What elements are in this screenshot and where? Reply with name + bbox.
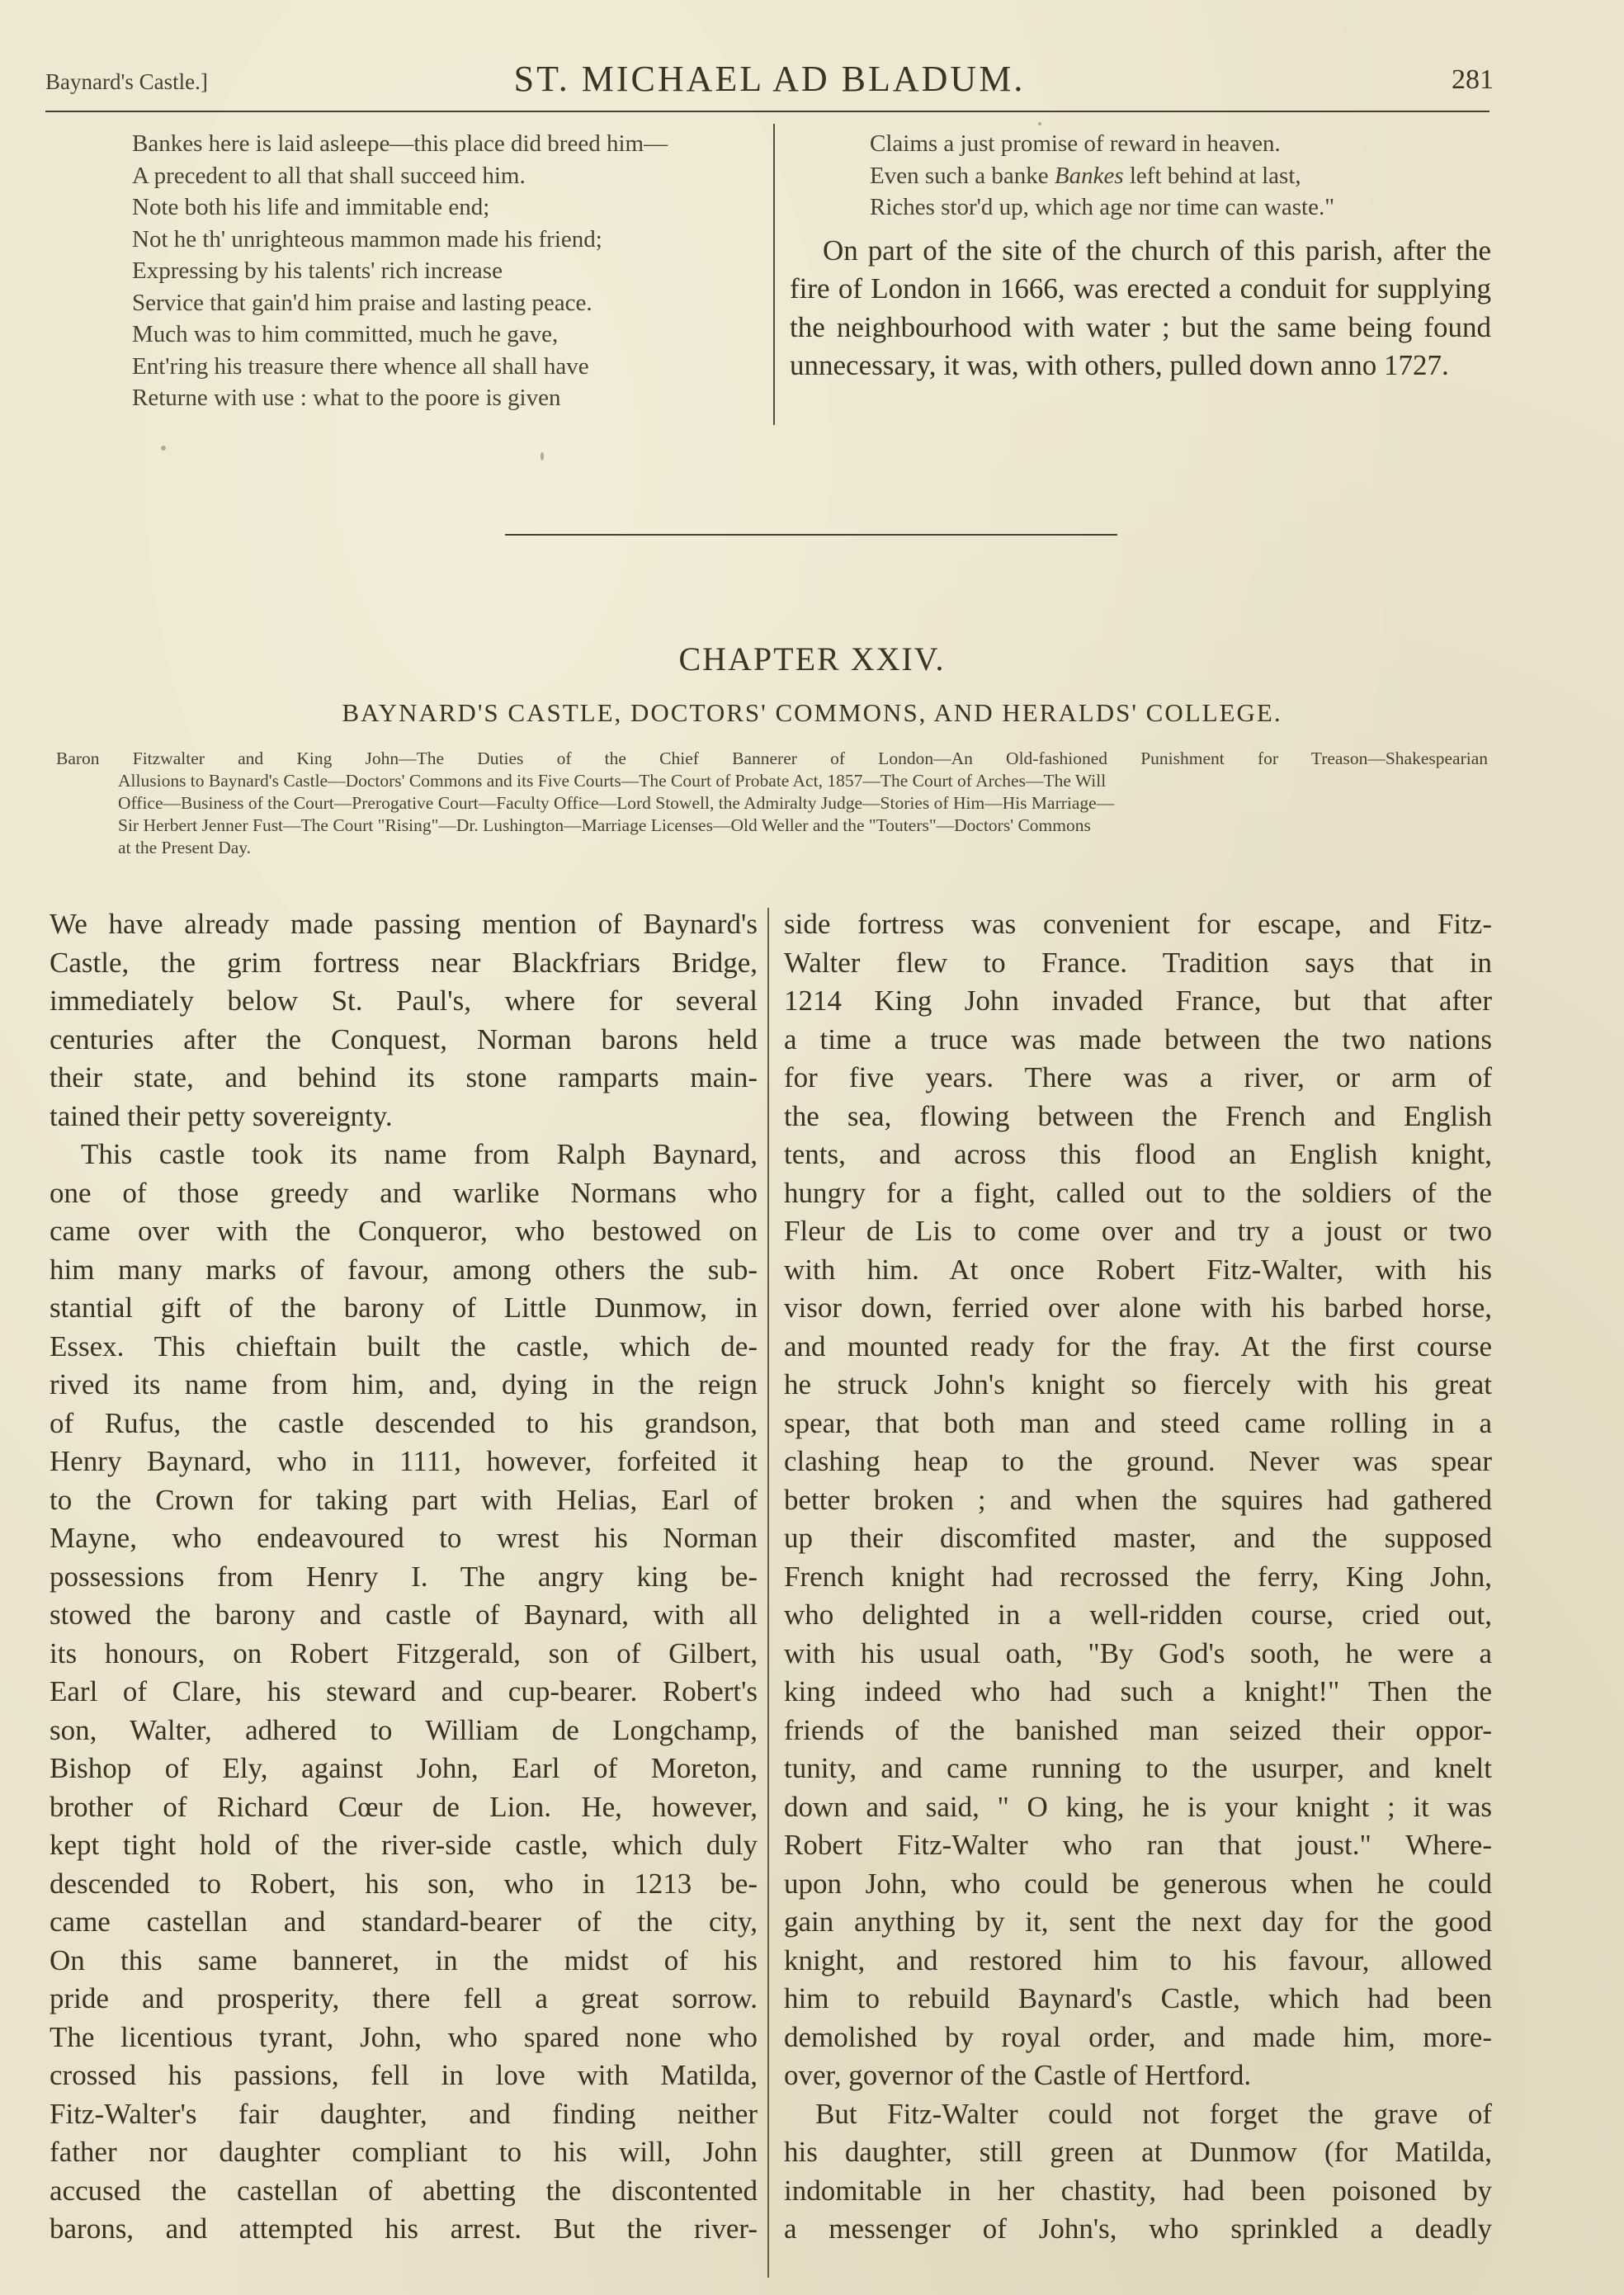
- verse-line: Note both his life and immitable end;: [132, 194, 490, 220]
- text-line: father nor daughter compliant to his will, John: [50, 2136, 758, 2168]
- text-line: stantial gift of the barony of Little Dunmow, in: [50, 1292, 758, 1324]
- text-line: tents, and across this flood an English knight,: [784, 1138, 1492, 1170]
- text-line: spear, that both man and steed came rolling in a: [784, 1406, 1492, 1439]
- paper-speck: [161, 446, 166, 451]
- text-line: Mayne, who endeavoured to wrest his Norman: [50, 1522, 758, 1554]
- text-line: barons, and attempted his arrest. But the river-: [50, 2212, 758, 2245]
- text-line: possessions from Henry I. The angry king be-: [50, 1560, 758, 1593]
- text-line: kept tight hold of the river-side castle, which duly: [50, 1829, 758, 1861]
- running-head-section: Baynard's Castle.]: [45, 69, 208, 94]
- text-line: one of those greedy and warlike Normans who: [50, 1176, 758, 1209]
- text-line: Robert Fitz-Walter who ran that joust." Where-: [784, 1829, 1492, 1861]
- text-line: Henry Baynard, who in 1111, however, forfeited it: [50, 1445, 758, 1477]
- text-line: Walter flew to France. Tradition says that in: [784, 946, 1492, 979]
- body-column-right: [784, 905, 1492, 2249]
- text-line: he struck John's knight so fiercely with his great: [784, 1368, 1492, 1400]
- text-line: crossed his passions, fell in love with Matilda,: [50, 2059, 758, 2091]
- text-line: Fitz-Walter's fair daughter, and finding neither: [50, 2097, 758, 2130]
- text-line: up their discomfited master, and the supposed: [784, 1522, 1492, 1554]
- text-line: pride and prosperity, there fell a great sorrow.: [50, 1982, 758, 2014]
- column-divider-top: [773, 124, 775, 425]
- top-right-column: [790, 128, 1491, 385]
- verse-line: Riches stor'd up, which age nor time can waste.": [870, 194, 1335, 220]
- chapter-summary: [56, 748, 1488, 859]
- text-line: 1214 King John invaded France, but that after: [784, 985, 1492, 1017]
- text-line: of Rufus, the castle descended to his grandson,: [50, 1406, 758, 1439]
- header-rule: [45, 111, 1489, 112]
- text-line: his daughter, still green at Dunmow (for Matilda,: [784, 2136, 1492, 2168]
- text-line: Essex. This chieftain built the castle, which de-: [50, 1329, 758, 1362]
- text-line: their state, and behind its stone ramparts main-: [50, 1061, 758, 1093]
- text-line: On this same banneret, in the midst of his: [50, 1943, 758, 1976]
- text-line: friends of the banished man seized their oppor-: [784, 1713, 1492, 1746]
- conduit-paragraph: On part of the site of the church of this parish, after the fire of London in 1666, was erected a conduit for supplying the neighbourhood with water ; but the same being found unnecessary, it was, with others, pulled down anno 1727.: [790, 234, 1491, 381]
- text-line: to the Crown for taking part with Helias, Earl of: [50, 1483, 758, 1516]
- summary-line: Sir Herbert Jenner Fust—The Court "Rising"—Dr. Lushington—Marriage Licenses—Old Weller and the "Touters"—Doctors' Commons: [118, 815, 1091, 835]
- text-line: the sea, flowing between the French and English: [784, 1099, 1492, 1132]
- verse-text: Even such a banke: [870, 162, 1055, 189]
- text-line: him many marks of favour, among others the sub-: [50, 1253, 758, 1286]
- text-line: Bishop of Ely, against John, Earl of Moreton,: [50, 1752, 758, 1784]
- summary-line: Allusions to Baynard's Castle—Doctors' Commons and its Five Courts—The Court of Probate Act, 1857—The Court of Arches—The Will: [118, 771, 1107, 791]
- epitaph-verse-left: [132, 128, 759, 414]
- text-line: rived its name from him, and, dying in the reign: [50, 1368, 758, 1400]
- verse-line: Service that gain'd him praise and lasting peace.: [132, 289, 592, 316]
- paper-speck: [541, 452, 544, 460]
- verse-italic-name: Bankes: [1054, 162, 1124, 189]
- text-line: We have already made passing mention of Baynard's: [50, 908, 758, 940]
- text-line: immediately below St. Paul's, where for several: [50, 985, 758, 1017]
- text-line: upon John, who could be generous when he could: [784, 1867, 1492, 1900]
- chapter-title: BAYNARD'S CASTLE, DOCTORS' COMMONS, AND HERALDS' COLLEGE.: [342, 698, 1282, 727]
- text-line: Earl of Clare, his steward and cup-bearer. Robert's: [50, 1675, 758, 1707]
- text-line: for five years. There was a river, or arm of: [784, 1061, 1492, 1093]
- text-line: The licentious tyrant, John, who spared none who: [50, 2020, 758, 2053]
- text-line: down and said, " O king, he is your knight ; it was: [784, 1790, 1492, 1823]
- text-line: French knight had recrossed the ferry, King John,: [784, 1560, 1492, 1593]
- text-line: with him. At once Robert Fitz-Walter, with his: [784, 1253, 1492, 1286]
- text-line: tained their petty sovereignty.: [50, 1099, 393, 1132]
- text-line: centuries after the Conquest, Norman barons held: [50, 1022, 758, 1055]
- text-line: But Fitz-Walter could not forget the grave of: [815, 2097, 1492, 2130]
- verse-line: A precedent to all that shall succeed him.: [132, 162, 526, 189]
- verse-line: Much was to him committed, much he gave,: [132, 321, 559, 347]
- text-line: who delighted in a well-ridden course, cried out,: [784, 1598, 1492, 1631]
- text-line: descended to Robert, his son, who in 1213 be-: [50, 1867, 758, 1900]
- text-line: with his usual oath, "By God's sooth, he were a: [784, 1636, 1492, 1669]
- running-head-title: ST. MICHAEL AD BLADUM.: [513, 59, 1026, 99]
- page-number: 281: [1452, 64, 1494, 95]
- text-line: gain anything by it, sent the next day for the good: [784, 1905, 1492, 1938]
- text-line: stowed the barony and castle of Baynard, with all: [50, 1598, 758, 1631]
- text-line: him to rebuild Baynard's Castle, which had been: [784, 1982, 1492, 2014]
- verse-line: Bankes here is laid asleepe—this place did breed him—: [132, 130, 668, 157]
- verse-line: Not he th' unrighteous mammon made his friend;: [132, 225, 602, 253]
- text-line: This castle took its name from Ralph Baynard,: [81, 1138, 758, 1170]
- section-divider-rule: [505, 534, 1117, 536]
- text-line: clashing heap to the ground. Never was spear: [784, 1445, 1492, 1477]
- epitaph-verse-right: [870, 128, 1491, 224]
- verse-text: left behind at last,: [1123, 162, 1301, 189]
- text-line: better broken ; and when the squires had gathered: [784, 1483, 1492, 1516]
- text-line: came castellan and standard-bearer of the city,: [50, 1905, 758, 1938]
- running-head: [45, 58, 1494, 107]
- paper-speck: [1038, 122, 1041, 125]
- text-line: Castle, the grim fortress near Blackfriars Bridge,: [50, 946, 758, 979]
- verse-line: Ent'ring his treasure there whence all shall have: [132, 352, 589, 380]
- text-line: knight, and restored him to his favour, allowed: [784, 1943, 1492, 1976]
- chapter-number: CHAPTER XXIV.: [678, 640, 946, 678]
- text-line: side fortress was convenient for escape, and Fitz-: [784, 908, 1492, 940]
- text-line: its honours, on Robert Fitzgerald, son of Gilbert,: [50, 1636, 758, 1669]
- text-line: son, Walter, adhered to William de Longchamp,: [50, 1713, 758, 1746]
- verse-line: [870, 160, 1491, 192]
- text-line: brother of Richard Cœur de Lion. He, however,: [50, 1790, 758, 1823]
- body-column-left: [50, 905, 758, 2249]
- text-line: demolished by royal order, and made him, more-: [784, 2020, 1492, 2053]
- verse-line: Expressing by his talents' rich increase: [132, 257, 503, 284]
- text-line: visor down, ferried over alone with his barbed horse,: [784, 1292, 1492, 1324]
- text-line: Fleur de Lis to come over and try a joust or two: [784, 1215, 1492, 1247]
- text-line: tunity, and came running to the usurper, and knelt: [784, 1752, 1492, 1784]
- text-line: hungry for a fight, called out to the soldiers of the: [784, 1176, 1492, 1209]
- summary-line: Office—Business of the Court—Prerogative Court—Faculty Office—Lord Stowell, the Admiralty Judge—Stories of Him—His Marriage—: [118, 793, 1115, 813]
- text-line: accused the castellan of abetting the discontented: [50, 2174, 758, 2207]
- text-line: a messenger of John's, who sprinkled a deadly: [784, 2212, 1492, 2245]
- summary-line: at the Present Day.: [118, 838, 251, 857]
- text-line: came over with the Conqueror, who bestowed on: [50, 1215, 758, 1247]
- text-line: over, governor of the Castle of Hertford.: [784, 2059, 1252, 2091]
- verse-line: Returne with use : what to the poore is given: [132, 385, 561, 411]
- summary-line: Baron Fitzwalter and King John—The Duties of the Chief Bannerer of London—An Old-fashioned Punishment for Treason—Shakespearian: [56, 748, 1488, 768]
- verse-line: Claims a just promise of reward in heaven.: [870, 130, 1281, 157]
- text-line: and mounted ready for the fray. At the first course: [784, 1329, 1492, 1362]
- text-line: king indeed who had such a knight!" Then the: [784, 1675, 1492, 1707]
- text-line: a time a truce was made between the two nations: [784, 1022, 1492, 1055]
- column-divider: [767, 908, 769, 2278]
- text-line: indomitable in her chastity, had been poisoned by: [784, 2174, 1492, 2207]
